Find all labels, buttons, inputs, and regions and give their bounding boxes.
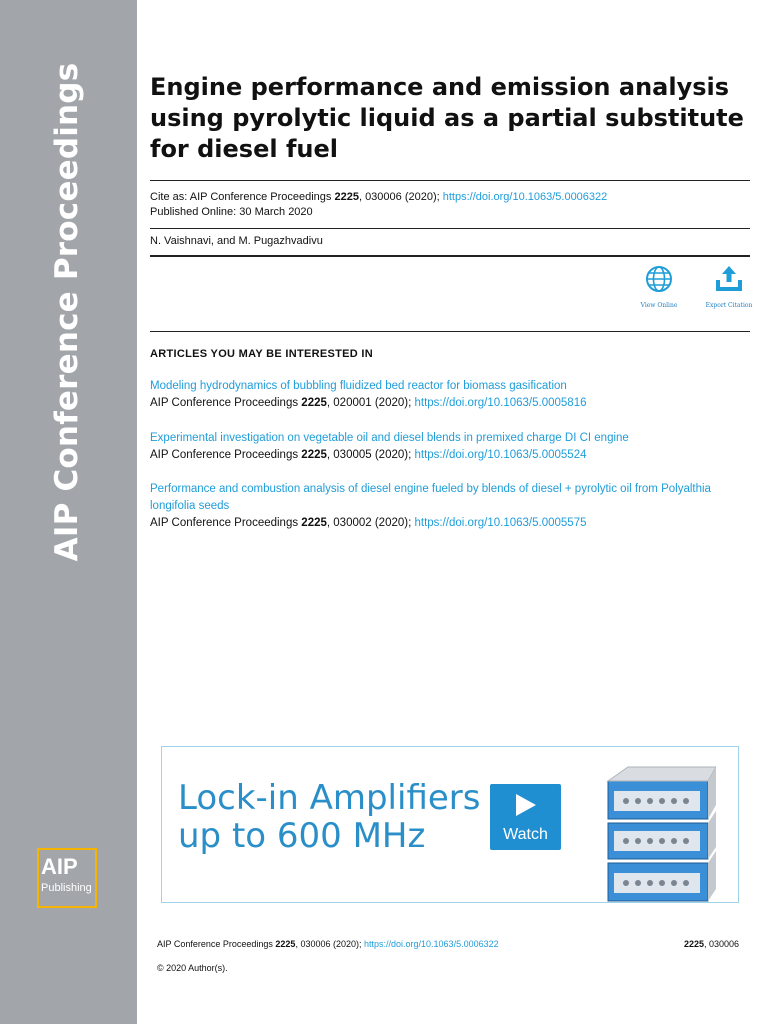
footer-citation	[157, 938, 499, 950]
related-article	[150, 378, 750, 412]
related-article-citation	[150, 447, 750, 464]
ad-headline-line1: Lock-in Amplifiers	[178, 778, 481, 818]
related-article-doi-link[interactable]: https://doi.org/10.1063/5.0005816	[414, 397, 587, 409]
ad-headline	[178, 779, 480, 855]
footer-prefix: AIP Conference Proceedings	[157, 939, 276, 949]
related-article-rest: , 030002 (2020);	[326, 517, 415, 529]
cite-suffix: , 030006 (2020);	[358, 191, 443, 203]
related-article-citation	[150, 395, 750, 412]
related-article-volume: 2225	[301, 449, 327, 461]
cite-volume: 2225	[334, 191, 359, 203]
globe-icon	[644, 264, 674, 294]
related-article-journal: AIP Conference Proceedings	[150, 449, 302, 461]
logo-publishing-text: Publishing	[41, 882, 92, 894]
aip-publishing-logo[interactable]	[37, 848, 97, 908]
related-article-journal: AIP Conference Proceedings	[150, 397, 302, 409]
logo-aip-text: AIP	[41, 854, 78, 879]
ad-headline-line2: up to 600 MHz	[178, 816, 426, 856]
related-article-citation	[150, 515, 750, 532]
related-article-doi-link[interactable]: https://doi.org/10.1063/5.0005524	[414, 449, 587, 461]
article-doi-link[interactable]: https://doi.org/10.1063/5.0006322	[442, 191, 608, 203]
export-citation-label: Export Citation	[705, 302, 753, 309]
play-icon	[516, 794, 536, 816]
related-article-title[interactable]: Modeling hydrodynamics of bubbling fluidized bed reactor for biomass gasification	[150, 380, 567, 392]
view-online-button[interactable]	[630, 264, 688, 309]
footer-page-num: , 030006	[704, 939, 740, 949]
published-date: Published Online: 30 March 2020	[150, 206, 313, 218]
related-article-volume: 2225	[301, 517, 327, 529]
divider	[150, 331, 750, 332]
authors: N. Vaishnavi, and M. Pugazhvadivu	[150, 235, 323, 247]
related-articles-heading: ARTICLES YOU MAY BE INTERESTED IN	[150, 348, 374, 360]
watch-label: Watch	[503, 826, 548, 843]
cite-prefix: Cite as: AIP Conference Proceedings	[150, 191, 335, 203]
related-article-journal: AIP Conference Proceedings	[150, 517, 302, 529]
export-icon	[713, 264, 745, 294]
related-article-doi-link[interactable]: https://doi.org/10.1063/5.0005575	[414, 517, 587, 529]
related-article-title[interactable]: Performance and combustion analysis of diesel engine fueled by blends of diesel + pyrolytic oil from Polyalthia longifolia seeds	[150, 483, 711, 512]
footer-volume: 2225	[275, 939, 296, 949]
related-article	[150, 481, 750, 532]
watch-button[interactable]	[490, 784, 561, 850]
related-article-volume: 2225	[301, 397, 327, 409]
footer-page-volume: 2225	[684, 939, 705, 949]
lock-in-amplifier-image	[606, 761, 716, 903]
export-citation-button[interactable]	[700, 264, 758, 309]
divider	[150, 255, 750, 257]
footer-page-ref	[684, 938, 739, 950]
divider	[150, 180, 750, 181]
advertisement-banner[interactable]	[161, 746, 739, 903]
divider	[150, 228, 750, 229]
sidebar	[0, 0, 137, 1024]
journal-name: AIP Conference Proceedings	[49, 62, 85, 562]
view-online-label: View Online	[640, 302, 678, 309]
related-article-title[interactable]: Experimental investigation on vegetable oil and diesel blends in premixed charge DI CI engine	[150, 432, 629, 444]
citation-line	[150, 190, 607, 205]
footer-suffix: , 030006 (2020);	[295, 939, 364, 949]
article-title: Engine performance and emission analysis using pyrolytic liquid as a partial substitute for diesel fuel	[150, 73, 744, 163]
copyright: © 2020 Author(s).	[157, 963, 228, 973]
related-article-rest: , 030005 (2020);	[326, 449, 415, 461]
related-article-rest: , 020001 (2020);	[326, 397, 415, 409]
footer-doi-link[interactable]: https://doi.org/10.1063/5.0006322	[364, 939, 499, 949]
related-article	[150, 430, 750, 464]
